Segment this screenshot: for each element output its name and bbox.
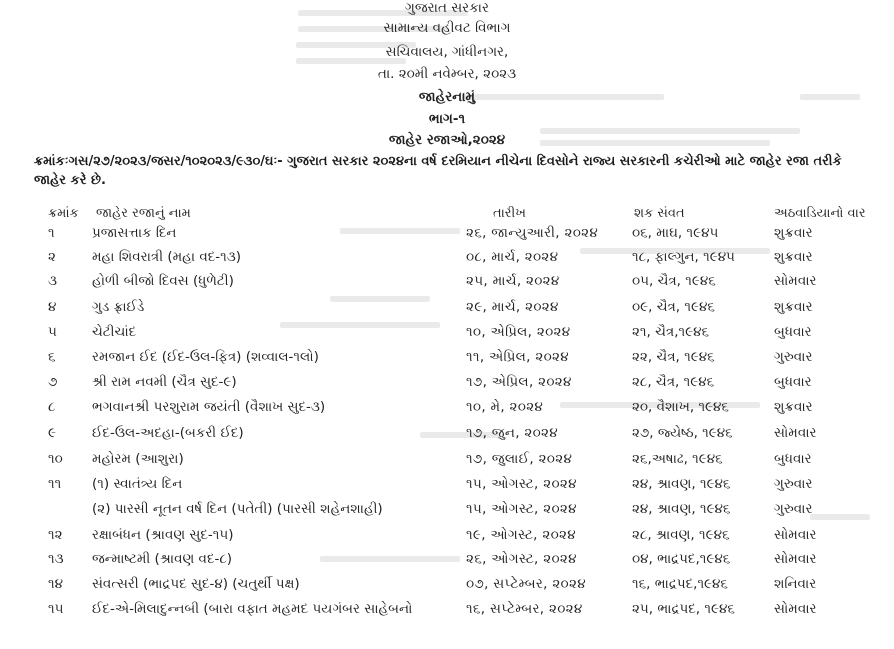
- govt-title: ગુજરાત સરકાર: [405, 0, 489, 16]
- col-header-no: ક્રમાંક: [48, 206, 79, 221]
- office-address: સચિવાલય, ગાંધીનગર,: [385, 44, 509, 60]
- shak-samvat-date: ૨૫, ભાદ્રપદ, ૧૯૪૬: [632, 601, 735, 617]
- row-number: ૫: [48, 324, 57, 340]
- weekday: શનિવાર: [774, 576, 817, 592]
- holiday-name: સંવત્સરી (ભાદ્રપદ સુદ-૪) (ચતુર્થી પક્ષ): [92, 576, 300, 592]
- row-number: ૭: [48, 374, 58, 390]
- shak-samvat-date: ૨૬,અષાઢ, ૧૯૪૬: [632, 451, 723, 467]
- holiday-name: જન્માષ્ટમી (શ્રાવણ વદ-૮): [92, 551, 233, 567]
- holiday-date: ૧૯, ઓગસ્ટ, ૨૦૨૪: [466, 527, 576, 543]
- holidays-heading: જાહેર રજાઓ,૨૦૨૪: [388, 132, 506, 148]
- holiday-date: ૨૯, માર્ચ, ૨૦૨૪: [466, 299, 559, 315]
- holiday-date: ૧૫, ઓગસ્ટ, ૨૦૨૪: [466, 501, 577, 517]
- weekday: બુધવાર: [774, 374, 812, 390]
- table-row: [0, 346, 894, 368]
- table-row: [0, 396, 894, 418]
- holiday-name: શ્રી રામ નવમી (ચૈત્ર સુદ-૯): [92, 374, 237, 390]
- weekday: સોમવાર: [774, 551, 817, 567]
- intro-paragraph: ક્રમાંકઃગસ/૨૭/૨૦૨૩/જસર/૧૦૨૦૨૩/૯૩૦/ઘઃ- ગુજરાત સરકાર ૨૦૨૪ના વર્ષ દરમિયાન નીચેના દિવસોને રાજ્ય સરકારની કચેરીઓ માટે જાહેર રજા તરીકે જાહેર કરે છે.: [34, 154, 842, 188]
- weekday: સોમવાર: [774, 527, 817, 543]
- part-heading: ભાગ-૧: [428, 111, 466, 127]
- holiday-date: ૨૬, જાન્યુઆરી, ૨૦૨૪: [466, 225, 599, 241]
- weekday: શુક્રવાર: [774, 225, 813, 241]
- holiday-date: ૨૬, ઓગસ્ટ, ૨૦૨૪: [466, 551, 577, 567]
- holiday-name: ચેટીચાંદ: [92, 324, 137, 340]
- holiday-name: પ્રજાસત્તાક દિન: [92, 225, 177, 241]
- holiday-date: ૧૧, એપ્રિલ, ૨૦૨૪: [466, 349, 569, 365]
- shak-samvat-date: ૨૭, જ્યેષ્ઠ, ૧૯૪૬: [632, 425, 733, 441]
- holiday-name: રમજાન ઈદ (ઈદ-ઉલ-ફિત્ર) (શવ્વાલ-૧લો): [92, 349, 319, 365]
- shak-samvat-date: ૨૦, વૈશાખ, ૧૯૪૬: [632, 399, 729, 415]
- table-row: [0, 246, 894, 268]
- row-number: ૧૨: [48, 527, 63, 543]
- shak-samvat-date: ૦૪, ભાદ્રપદ,૧૯૪૬: [632, 551, 731, 567]
- shak-samvat-date: ૦૯, ચૈત્ર, ૧૯૪૬: [632, 299, 715, 315]
- holiday-date: ૧૫, ઓગસ્ટ, ૨૦૨૪: [466, 476, 577, 492]
- weekday: સોમવાર: [774, 425, 817, 441]
- row-number: ૪: [48, 299, 57, 315]
- shak-samvat-date: ૨૮, શ્રાવણ, ૧૯૪૬: [632, 527, 730, 543]
- weekday: બુધવાર: [774, 451, 812, 467]
- table-row: [0, 321, 894, 343]
- shak-samvat-date: ૨૪, શ્રાવણ, ૧૯૪૬: [632, 476, 731, 492]
- table-row: [0, 524, 894, 546]
- holiday-name: મહોરમ (આશુરા): [92, 451, 184, 467]
- holiday-name: ભગવાનશ્રી પરશુરામ જયંતી (વૈશાખ સુદ-૩): [92, 399, 326, 415]
- col-header-day: અઠવાડિયાનો વાર: [774, 206, 866, 221]
- holiday-date: ૧૭, એપ્રિલ, ૨૦૨૪: [466, 374, 572, 390]
- holiday-date: ૦૭, સપ્ટેમ્બર, ૨૦૨૪: [466, 576, 586, 592]
- col-header-date: તારીખ: [493, 206, 526, 221]
- table-row: [0, 498, 894, 520]
- shak-samvat-date: ૨૨, ચૈત્ર, ૧૯૪૬: [632, 349, 715, 365]
- shak-samvat-date: ૧૬, ભાદ્રપદ,૧૯૪૬: [632, 576, 728, 592]
- table-row: [0, 548, 894, 570]
- weekday: શુક્રવાર: [774, 249, 813, 265]
- shak-samvat-date: ૨૮, ચૈત્ર, ૧૯૪૬: [632, 374, 715, 390]
- holiday-name: મહા શિવરાત્રી (મહા વદ-૧૩): [92, 249, 242, 265]
- table-row: [0, 422, 894, 444]
- department-name: સામાન્ય વહીવટ વિભાગ: [383, 20, 511, 36]
- holiday-name: ઈદ-ઉલ-અદહા-(બકરી ઈદ): [92, 425, 244, 441]
- holiday-name: (૧) સ્વાતંત્ર્ય દિન: [92, 476, 183, 492]
- row-number: ૧૧: [48, 476, 62, 492]
- table-row: [0, 270, 894, 292]
- notice-date: તા. ૨૦મી નવેમ્બર, ૨૦૨૩: [377, 66, 517, 82]
- holiday-date: ૧૦, એપ્રિલ, ૨૦૨૪: [466, 324, 571, 340]
- holiday-name: ઈદ-એ-મિલાદુન્નબી (બારા વફાત મહમદ પયગંબર સાહેબનો: [92, 601, 413, 617]
- weekday: ગુરુવાર: [774, 349, 813, 365]
- holiday-name: ગુડ ફ્રાઈડે: [92, 299, 145, 315]
- table-row: [0, 371, 894, 393]
- shak-samvat-date: ૦૫, ચૈત્ર, ૧૯૪૬: [632, 273, 716, 289]
- holiday-date: ૧૬, સપ્ટેમ્બર, ૨૦૨૪: [466, 601, 583, 617]
- row-number: ૧૩: [48, 551, 64, 567]
- table-row: [0, 222, 894, 244]
- table-row: [0, 573, 894, 595]
- weekday: ગુરુવાર: [774, 476, 813, 492]
- col-header-name: જાહેર રજાનું નામ: [96, 206, 191, 221]
- weekday: સોમવાર: [774, 601, 817, 617]
- row-number: ૧૦: [48, 451, 63, 467]
- weekday: સોમવાર: [774, 273, 817, 289]
- row-number: ૧૪: [48, 576, 63, 592]
- table-row: [0, 473, 894, 495]
- shak-samvat-date: ૧૮, ફાલ્ગુન, ૧૯૪૫: [632, 249, 735, 265]
- table-row: [0, 296, 894, 318]
- shak-samvat-date: ૨૧, ચૈત્ર,૧૯૪૬: [632, 324, 710, 340]
- weekday: શુક્રવાર: [774, 399, 813, 415]
- weekday: શુક્રવાર: [774, 299, 813, 315]
- holiday-name: હોળી બીજો દિવસ (ધુળેટી): [92, 273, 234, 289]
- weekday: ગુરુવાર: [774, 501, 813, 517]
- row-number: ૯: [48, 425, 56, 441]
- row-number: ૧: [48, 225, 55, 241]
- weekday: બુધવાર: [774, 324, 812, 340]
- holiday-date: ૧૭, જુલાઈ, ૨૦૨૪: [466, 451, 573, 467]
- row-number: ૮: [48, 399, 56, 415]
- col-header-shak: શક સંવત: [634, 206, 685, 221]
- row-number: ૩: [48, 273, 57, 289]
- shak-samvat-date: ૨૪, શ્રાવણ, ૧૯૪૬: [632, 501, 731, 517]
- shak-samvat-date: ૦૬, માઘ, ૧૯૪૫: [632, 225, 719, 241]
- row-number: ૧૫: [48, 601, 64, 617]
- holiday-date: ૧૦, મે, ૨૦૨૪: [466, 399, 544, 415]
- holiday-name: રક્ષાબંધન (શ્રાવણ સુદ-૧૫): [92, 527, 234, 543]
- holiday-name: (૨) પારસી નૂતન વર્ષ દિન (પતેતી) (પારસી શહેનશાહી): [92, 501, 383, 517]
- holiday-date: ૨૫, માર્ચ, ૨૦૨૪: [466, 273, 560, 289]
- holiday-date: ૦૮, માર્ચ, ૨૦૨૪: [466, 249, 559, 265]
- table-row: [0, 598, 894, 620]
- table-row: [0, 448, 894, 470]
- holiday-date: ૧૭, જુન, ૨૦૨૪: [466, 425, 558, 441]
- row-number: ૨: [48, 249, 56, 265]
- notification-heading: જાહેરનામું: [418, 89, 476, 105]
- row-number: ૬: [48, 349, 56, 365]
